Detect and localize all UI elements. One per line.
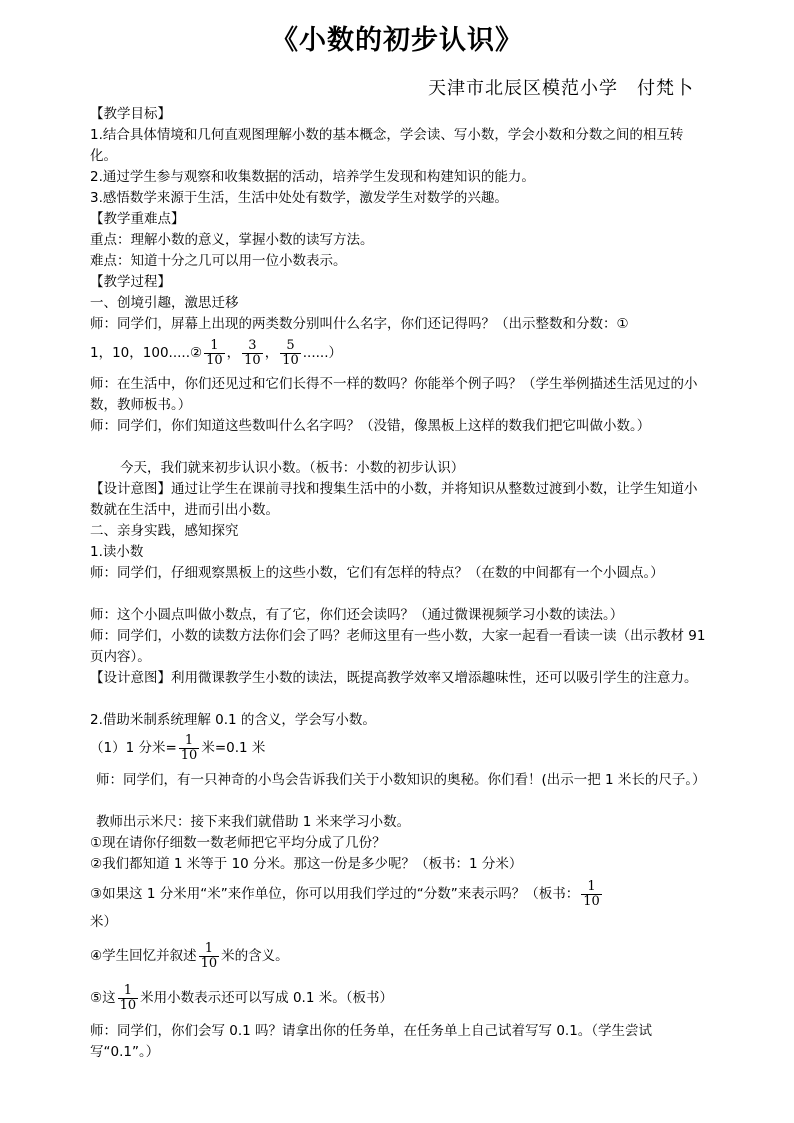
p1-line2b: ......） bbox=[302, 345, 342, 361]
paragraph-10: 师：同学们，你们会写 0.1 吗？请拿出你的任务单，在任务单上自己试着写写 0.1。（学生尝试写“0.1”。） bbox=[90, 1023, 653, 1060]
part1-title: 一、创境引趣，激思迁移 bbox=[90, 295, 239, 311]
paragraph-9: 教师出示米尺：接下来我们就借助 1 米来学习小数。 bbox=[96, 814, 411, 830]
question-5: ⑤这 $\frac{1}{10}$ 米用小数表示还可以写成 0.1 米。（板书） bbox=[90, 982, 393, 1013]
question-3: ③如果这 1 分米用“米”来作单位，你可以用我们学过的“分数”来表示吗？（板书： $\frac{1}{10}$ bbox=[90, 878, 600, 909]
fraction-1-10: $\frac{1}{10}$ bbox=[583, 878, 600, 909]
p1-line1: 师：同学们，屏幕上出现的两类数分别叫什么名字，你们还记得吗？（出示整数和分数：① bbox=[90, 316, 629, 332]
paragraph-5: 师：同学们，仔细观察黑板上的这些小数，它们有怎样的特点？（在数的中间都有一个小圆点。） bbox=[90, 565, 664, 581]
paragraph-7: 师：同学们，小数的读数方法你们会了吗？老师这里有一些小数，大家一起看一看读一读（出示教材 91 页内容）。 bbox=[90, 628, 706, 665]
part2-title: 二、亲身实践，感知探究 bbox=[90, 523, 239, 539]
goal-2: 2.通过学生参与观察和收集数据的活动，培养学生发现和构建知识的能力。 bbox=[90, 169, 535, 185]
question-1: ①现在请你仔细数一数老师把它平均分成了几份？ bbox=[90, 835, 386, 851]
author-line: 天津市北辰区模范小学 付梵卜 bbox=[428, 78, 694, 99]
fraction-1-10: $\frac{1}{10}$ bbox=[119, 982, 137, 1013]
subsection-1: 1.读小数 bbox=[90, 544, 144, 560]
p1-line2a: 1，10，100.....② bbox=[90, 345, 203, 361]
paragraph-2: 师：在生活中，你们还见过和它们长得不一样的数吗？你能举个例子吗？（学生举例描述生活见过的小数，教师板书。） bbox=[90, 376, 698, 413]
key-header: 【教学重难点】 bbox=[90, 211, 185, 227]
goal-3: 3.感悟数学来源于生活，生活中处处有数学，激发学生对数学的兴趣。 bbox=[90, 190, 508, 206]
fraction-3-10: $\frac{3}{10}$ bbox=[244, 337, 261, 368]
fraction-1-10: $\frac{1}{10}$ bbox=[200, 940, 218, 971]
paragraph-4: 今天，我们就来初步认识小数。（板书：小数的初步认识） bbox=[120, 460, 465, 476]
paragraph-8: 师：同学们，有一只神奇的小鸟会告诉我们关于小数知识的奥秘。你们看！(出示一把 1 米长的尺子。） bbox=[96, 772, 706, 788]
fraction-5-10: $\frac{5}{10}$ bbox=[282, 337, 299, 368]
difficult-point: 难点：知道十分之几可以用一位小数表示。 bbox=[90, 253, 347, 269]
page-title: 《小数的初步认识》 bbox=[271, 25, 523, 56]
fraction-1-10: $\frac{1}{10}$ bbox=[180, 732, 198, 763]
goals-header: 【教学目标】 bbox=[90, 106, 171, 122]
process-header: 【教学过程】 bbox=[90, 274, 171, 290]
design-note-2: 【设计意图】利用微课教学生小数的读法，既提高教学效率又增添趣味性，还可以吸引学生的注意力。 bbox=[90, 670, 698, 686]
goal-1: 1.结合具体情境和几何直观图理解小数的基本概念，学会读、写小数，学会小数和分数之间的相互转化。 bbox=[90, 127, 684, 164]
question-2: ②我们都知道 1 米等于 10 分米。那这一份是多少呢？（板书：1 分米） bbox=[90, 856, 523, 872]
paragraph-3: 师：同学们，你们知道这些数叫什么名字吗？（没错，像黑板上这样的数我们把它叫做小数。） bbox=[90, 418, 651, 434]
question-4: ④学生回忆并叙述 $\frac{1}{10}$ 米的含义。 bbox=[90, 940, 289, 971]
key-point: 重点：理解小数的意义，掌握小数的读写方法。 bbox=[90, 232, 374, 248]
design-note-1: 【设计意图】通过让学生在课前寻找和搜集生活中的小数，并将知识从整数过渡到小数，让学生知道小数就在生活中，进而引出小数。 bbox=[90, 481, 698, 518]
question-3-tail: 米） bbox=[90, 914, 117, 930]
paragraph-6: 师：这个小圆点叫做小数点，有了它，你们还会读吗？（通过微课视频学习小数的读法。） bbox=[90, 607, 624, 623]
p1-line2: 1，10，100.....② $\frac{1}{10}$ ， $\frac{3}{10}$ ， $\frac{5}{10}$ ......） bbox=[90, 337, 342, 368]
equation-line: （1）1 分米= $\frac{1}{10}$ 米=0.1 米 bbox=[90, 732, 266, 763]
subsection-2: 2.借助米制系统理解 0.1 的含义，学会写小数。 bbox=[90, 712, 376, 728]
fraction-1-10: $\frac{1}{10}$ bbox=[206, 337, 223, 368]
